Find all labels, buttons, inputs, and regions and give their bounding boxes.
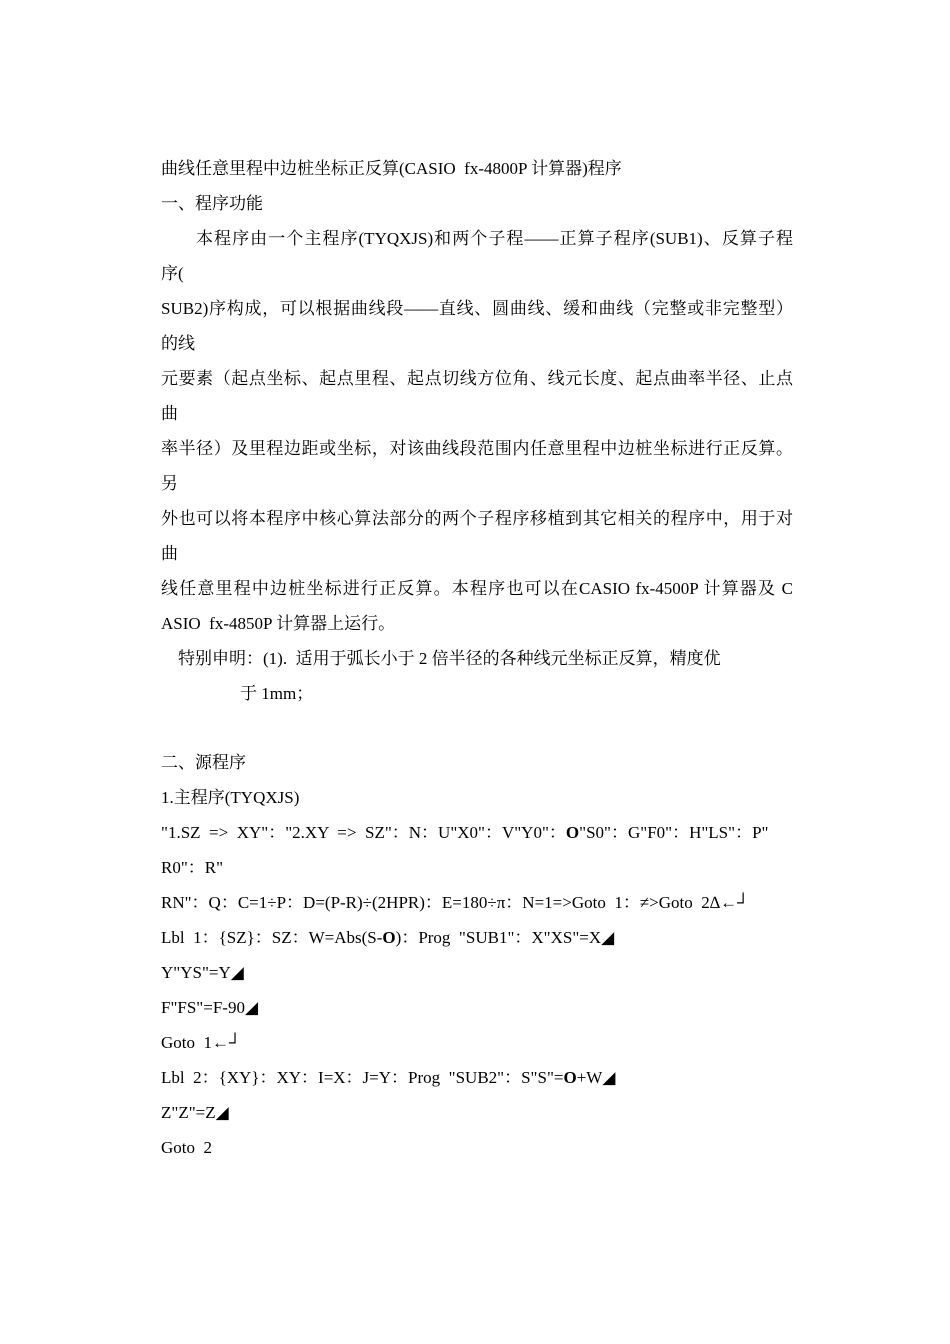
code-line-5: Y"YS"=Y◢ xyxy=(161,963,244,982)
doc-title: 曲线任意里程中边桩坐标正反算(CASIO fx-4800P 计算器)程序 xyxy=(161,159,622,178)
para-line-4: 的线 xyxy=(161,334,195,353)
code-line-9: Z"Z"=Z◢ xyxy=(161,1103,229,1122)
code-line-10: Goto 2 xyxy=(161,1138,212,1157)
code-line-4-part-a: Lbl 1：{SZ}：SZ：W=Abs(S- xyxy=(161,928,383,947)
para-line-1: 本程序由一个主程序(TYQXJS)和两个子程——正算子程序(SUB1)、反算子程 xyxy=(196,229,793,248)
code-line-6: F"FS"=F-90◢ xyxy=(161,998,259,1017)
para-line-7: 率半径）及里程边距或坐标，对该曲线段范围内任意里程中边桩坐标进行正反算。 xyxy=(161,439,793,458)
para-line-9: 外也可以将本程序中核心算法部分的两个子程序移植到其它相关的程序中，用于对 xyxy=(161,509,793,528)
para-line-12: ASIO fx-4850P 计算器上运行。 xyxy=(161,614,396,633)
code-line-2: R0"：R" xyxy=(161,858,224,877)
section-1-heading: 一、程序功能 xyxy=(161,194,263,213)
code-line-7: Goto 1←┘ xyxy=(161,1033,242,1052)
section-2-heading: 二、源程序 xyxy=(161,753,246,772)
code-line-8-bold-o: O xyxy=(563,1068,577,1087)
code-line-4-part-c: )：Prog "SUB1"：X"XS"=X◢ xyxy=(395,928,615,947)
code-line-1-part-c: "S0"：G"F0"：H"LS"：P" xyxy=(579,823,769,842)
code-line-8-part-c: +W◢ xyxy=(576,1068,616,1087)
para-line-5: 元要素（起点坐标、起点里程、起点切线方位角、线元长度、起点曲率半径、止点 xyxy=(161,369,793,388)
special-note-line-1: 特别申明：(1). 适用于弧长小于 2 倍半径的各种线元坐标正反算，精度优 xyxy=(178,649,721,668)
para-line-2: 序( xyxy=(161,264,184,283)
para-line-10: 曲 xyxy=(161,544,178,563)
main-program-heading: 1.主程序(TYQXJS) xyxy=(161,788,300,807)
para-line-6: 曲 xyxy=(161,404,178,423)
para-line-8: 另 xyxy=(161,474,178,493)
code-line-1-bold-o: O xyxy=(565,823,580,842)
code-line-3: RN"：Q：C=1÷P：D=(P-R)÷(2HPR)：E=180÷π：N=1=>Goto 1：≠>Goto 2∆←┘ xyxy=(161,893,750,912)
code-line-4-bold-o: O xyxy=(382,928,396,947)
code-line-8-part-a: Lbl 2：{XY}：XY：I=X：J=Y：Prog "SUB2"：S"S"= xyxy=(161,1068,564,1087)
code-line-1 xyxy=(161,821,768,845)
para-line-11: 线任意里程中边桩坐标进行正反算。本程序也可以在CASIO fx-4500P 计算器及 C xyxy=(161,579,793,598)
code-line-4 xyxy=(161,926,614,950)
code-line-1-part-a: "1.SZ => XY"："2.XY => SZ"：N：U"X0"：V"Y0"： xyxy=(161,823,566,842)
code-line-8 xyxy=(161,1066,615,1090)
special-note-line-2: 于 1mm； xyxy=(240,684,314,703)
para-line-3: SUB2)序构成，可以根据曲线段——直线、圆曲线、缓和曲线（完整或非完整型） xyxy=(161,299,793,318)
